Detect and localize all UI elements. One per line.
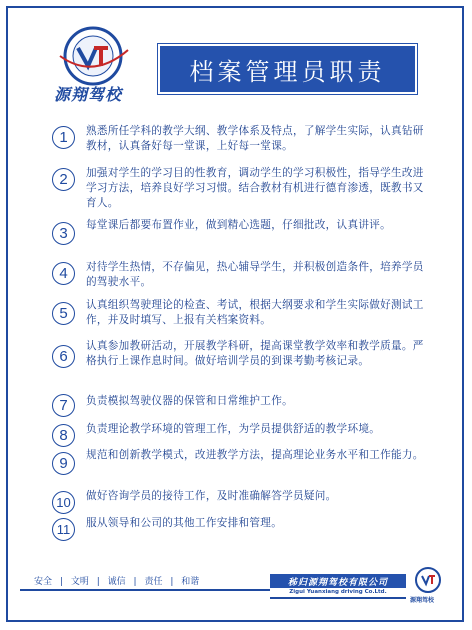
item-number: 11 bbox=[52, 518, 75, 541]
item-number: 7 bbox=[52, 394, 75, 417]
footer-divider bbox=[270, 597, 406, 599]
value-separator: | bbox=[133, 577, 137, 587]
item-text: 做好咨询学员的接待工作，及时准确解答学员疑问。 bbox=[86, 490, 337, 502]
footer-values bbox=[34, 574, 199, 587]
value-item: 责任 bbox=[144, 577, 163, 587]
logo-emblem-icon bbox=[414, 566, 442, 594]
item-text: 认真组织驾驶理论的检查、考试，根据大纲要求和学生实际做好测试工作，并及时填写、上报有关档案资料。 bbox=[86, 299, 424, 326]
school-name: 源翔驾校 bbox=[54, 85, 123, 104]
value-item: 文明 bbox=[70, 577, 89, 587]
item-text: 规范和创新教学模式，改进教学方法，提高理论业务水平和工作能力。 bbox=[86, 449, 424, 461]
item-text: 负责模拟驾驶仪器的保管和日常维护工作。 bbox=[86, 395, 293, 407]
item-number: 5 bbox=[52, 302, 75, 325]
item-text: 服从领导和公司的其他工作安排和管理。 bbox=[86, 517, 283, 529]
item-text: 每堂课后都要布置作业，做到精心选题，仔细批改，认真讲评。 bbox=[86, 219, 392, 231]
value-separator: | bbox=[170, 577, 174, 587]
footer-logo bbox=[414, 566, 442, 598]
item-number: 10 bbox=[52, 491, 75, 514]
item-number: 8 bbox=[52, 424, 75, 447]
item-number: 6 bbox=[52, 345, 75, 368]
item-number: 3 bbox=[52, 222, 75, 245]
footer-divider bbox=[20, 589, 270, 591]
company-name-en: Zigui Yuanxiang driving Co.Ltd. bbox=[289, 589, 387, 595]
value-item: 和谐 bbox=[181, 577, 200, 587]
item-number: 1 bbox=[52, 126, 75, 149]
item-number: 4 bbox=[52, 262, 75, 285]
item-text: 对待学生热情，不存偏见，热心辅导学生，并积极创造条件，培养学员的驾驶水平。 bbox=[86, 261, 424, 288]
value-item: 安全 bbox=[34, 577, 53, 587]
item-text: 认真参加教研活动，开展教学科研，提高课堂教学效率和教学质量。严格执行上课作息时间。做好培训学员的到课考勤考核记录。 bbox=[86, 340, 424, 367]
item-number: 9 bbox=[52, 452, 75, 475]
item-text: 加强对学生的学习目的性教育，调动学生的学习积极性，指导学生改进学习方法，培养良好学习习惯。结合教材有机进行德育渗透，既教书又育人。 bbox=[86, 167, 424, 209]
item-text: 熟悉所任学科的教学大纲、教学体系及特点，了解学生实际，认真钻研教材，认真备好每一堂课，上好每一堂课。 bbox=[86, 125, 424, 152]
value-separator: | bbox=[96, 577, 100, 587]
item-number: 2 bbox=[52, 168, 75, 191]
value-separator: | bbox=[59, 577, 63, 587]
value-item: 诚信 bbox=[107, 577, 126, 587]
page-title: 档案管理员职责 bbox=[160, 46, 415, 92]
company-name: 秭归源翔驾校有限公司 bbox=[270, 574, 406, 588]
item-text: 负责理论教学环境的管理工作，为学员提供舒适的教学环境。 bbox=[86, 423, 381, 435]
footer-logo-text: 源翔驾校 bbox=[410, 597, 435, 604]
